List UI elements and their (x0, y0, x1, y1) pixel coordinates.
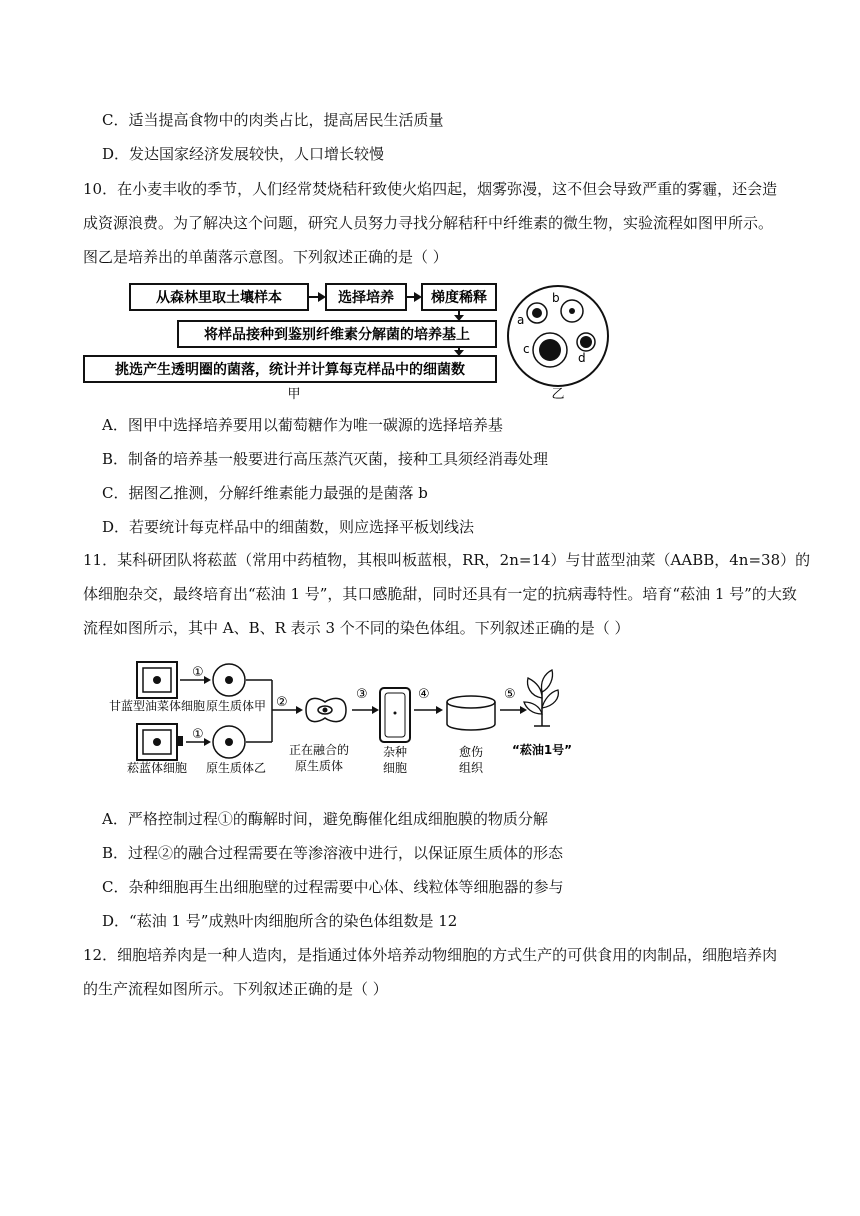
fusing-label-2: 原生质体 (294, 759, 344, 773)
cell2-label: 菘蓝体细胞 (126, 761, 188, 775)
option-text: A．严格控制过程①的酶解时间，避免酶催化组成细胞膜的物质分解 (102, 810, 548, 828)
hybrid-label-2: 细胞 (382, 761, 408, 775)
flow-box-soil-sample-label: 从森林里取土壤样本 (156, 290, 282, 306)
question-10-text: 成资源浪费。为了解决这个问题，研究人员努力寻找分解秸秆中纤维素的微生物，实验流程如图甲所示。 (83, 214, 774, 232)
option-text: C．杂种细胞再生出细胞壁的过程需要中心体、线粒体等细胞器的参与 (102, 878, 564, 896)
question-12-text: 12．细胞培养肉是一种人造肉，是指通过体外培养动物细胞的方式生产的可供食用的肉制品，细胞培养肉 (83, 946, 778, 964)
callus-label-2: 组织 (458, 761, 484, 775)
flow-box-selective-culture-label: 选择培养 (338, 290, 394, 306)
label-b: b (552, 291, 560, 305)
plant-label: “菘油1号” (511, 743, 573, 757)
colony-d (580, 336, 592, 348)
cell1-label: 甘蓝型油菜体细胞 (108, 699, 206, 713)
colony-b (569, 308, 575, 314)
label-a: a (517, 313, 525, 327)
flow-box-inoculate-label: 将样品接种到鉴别纤维素分解菌的培养基上 (204, 327, 470, 343)
step-5: ⑤ (504, 687, 516, 702)
figure-yi-plate (505, 280, 615, 402)
option-text: C．适当提高食物中的肉类占比，提高居民生活质量 (102, 111, 444, 129)
question-11-text: 流程如图所示，其中 A、B、R 表示 3 个不同的染色体组。下列叙述正确的是（ ） (83, 619, 630, 637)
step-3: ③ (356, 687, 368, 702)
question-10-text: 10．在小麦丰收的季节，人们经常焚烧秸秆致使火焰四起，烟雾弥漫，这不但会导致严重的雾霾，还会造 (83, 180, 778, 198)
flow-box-gradient-dilution-label: 梯度稀释 (431, 290, 487, 306)
option-text: A．图甲中选择培养要用以葡萄糖作为唯一碳源的选择培养基 (102, 416, 503, 434)
callus-label-1: 愈伤 (458, 745, 484, 759)
colony-c (539, 339, 561, 361)
option-text: C．据图乙推测，分解纤维素能力最强的是菌落 b (102, 484, 428, 502)
flow-box-select-colony-label: 挑选产生透明圈的菌落，统计并计算每克样品中的细菌数 (115, 362, 465, 378)
label-d: d (578, 351, 586, 365)
label-c: c (523, 342, 530, 356)
figure-q11-process (80, 658, 580, 782)
callus (447, 696, 495, 708)
figure-yi-caption: 乙 (551, 387, 565, 402)
option-text: B．制备的培养基一般要进行高压蒸汽灭菌，接种工具须经消毒处理 (102, 450, 549, 468)
option-text: D．“菘油 1 号”成熟叶肉细胞所含的染色体组数是 12 (102, 912, 458, 930)
question-11-text: 体细胞杂交，最终培育出“菘油 1 号”，其口感脆甜，同时还具有一定的抗病毒特性。培育“菘油 1 号”的大致 (83, 585, 797, 603)
question-10-text: 图乙是培养出的单菌落示意图。下列叙述正确的是（ ） (83, 248, 448, 266)
colony-a (532, 308, 542, 318)
hybrid-label-1: 杂种 (382, 745, 408, 759)
option-text: D．若要统计每克样品中的细菌数，则应选择平板划线法 (102, 518, 475, 536)
step-2: ② (276, 695, 288, 710)
option-text: B．过程②的融合过程需要在等渗溶液中进行，以保证原生质体的形态 (102, 844, 564, 862)
step-4: ④ (418, 687, 430, 702)
figure-jia-caption: 甲 (287, 387, 301, 402)
option-text: D．发达国家经济发展较快，人口增长较慢 (102, 145, 385, 163)
fusing-label-1: 正在融合的 (288, 743, 350, 757)
step-1: ① (192, 665, 204, 680)
figure-jia-flowchart (80, 280, 500, 402)
proto1-label: 原生质体甲 (205, 699, 267, 713)
question-12-text: 的生产流程如图所示。下列叙述正确的是（ ） (83, 980, 388, 998)
proto2-label: 原生质体乙 (205, 761, 267, 775)
step-1: ① (192, 727, 204, 742)
question-11-text: 11．某科研团队将菘蓝（常用中药植物，其根叫板蓝根，RR，2n=14）与甘蓝型油菜（AABB，4n=38）的 (83, 551, 811, 569)
plant-icon (524, 670, 558, 726)
